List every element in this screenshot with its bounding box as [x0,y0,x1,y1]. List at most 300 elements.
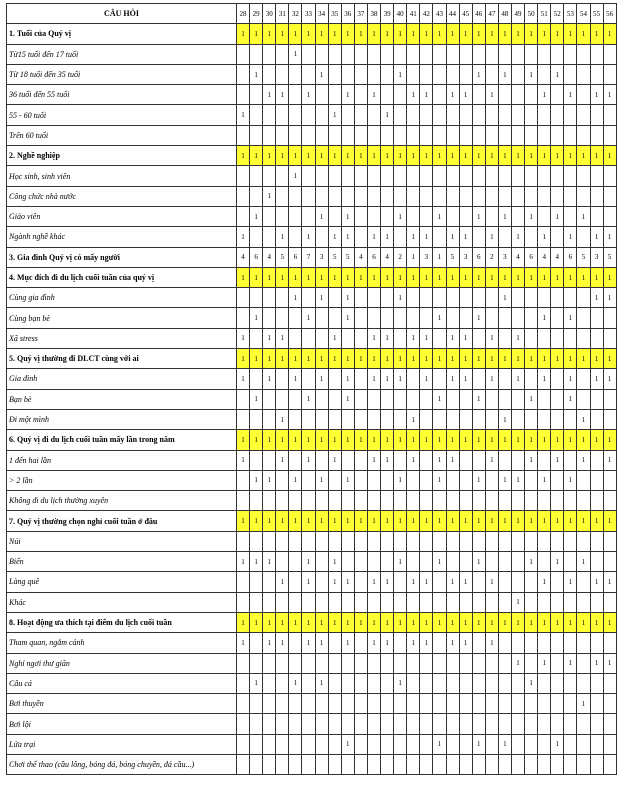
table-cell: 1 [551,64,564,84]
table-cell [354,531,367,551]
table-cell [354,491,367,511]
table-cell [263,288,276,308]
table-cell: 1 [498,267,511,287]
table-cell: 1 [394,470,407,490]
table-cell [577,633,590,653]
table-cell [459,491,472,511]
table-cell: 7 [302,247,315,267]
column-header: 35 [328,4,341,24]
row-label: 1. Tuổi của Quý vị [7,24,237,44]
option-row [7,470,617,490]
table-cell [577,105,590,125]
table-cell: 1 [315,349,328,369]
table-cell: 1 [459,633,472,653]
table-cell [511,531,524,551]
table-cell [590,592,603,612]
table-cell [381,44,394,64]
table-cell [315,166,328,186]
table-cell: 1 [485,369,498,389]
table-cell: 1 [302,511,315,531]
table-cell [577,572,590,592]
table-cell [367,64,380,84]
row-label: Giáo viên [7,206,237,226]
table-cell: 1 [407,633,420,653]
table-cell: 4 [381,247,394,267]
table-cell: 1 [381,105,394,125]
table-cell: 1 [577,430,590,450]
table-cell [289,572,302,592]
table-cell [603,389,616,409]
table-cell: 1 [237,146,250,166]
option-row [7,754,617,774]
table-cell: 1 [551,552,564,572]
option-row [7,125,617,145]
table-cell: 1 [341,511,354,531]
table-cell: 1 [538,24,551,44]
table-cell [433,531,446,551]
table-cell [276,653,289,673]
table-cell: 1 [381,430,394,450]
table-cell [498,166,511,186]
table-cell: 1 [459,612,472,632]
table-cell: 1 [394,267,407,287]
table-cell: 1 [263,511,276,531]
table-cell: 1 [433,470,446,490]
table-cell: 1 [603,24,616,44]
table-cell [433,653,446,673]
column-header: 43 [433,4,446,24]
table-cell [394,653,407,673]
table-cell [446,694,459,714]
table-cell [420,673,433,693]
option-row [7,531,617,551]
table-cell: 1 [538,369,551,389]
table-cell: 1 [603,267,616,287]
table-cell: 1 [328,511,341,531]
table-cell [577,288,590,308]
table-cell: 1 [263,430,276,450]
table-cell [354,653,367,673]
table-cell [603,328,616,348]
table-cell [511,85,524,105]
table-cell: 1 [498,734,511,754]
table-cell: 1 [394,64,407,84]
table-cell [472,491,485,511]
table-cell [485,552,498,572]
option-row [7,450,617,470]
table-cell [498,369,511,389]
table-cell: 1 [420,267,433,287]
table-cell: 1 [315,612,328,632]
table-cell [603,552,616,572]
table-cell: 1 [341,389,354,409]
table-cell: 1 [381,633,394,653]
table-cell [328,531,341,551]
table-cell [407,734,420,754]
table-cell [511,673,524,693]
table-cell [354,592,367,612]
table-cell [551,754,564,774]
table-cell [394,186,407,206]
table-cell: 1 [603,450,616,470]
table-cell [315,572,328,592]
table-cell [459,64,472,84]
table-cell: 1 [564,369,577,389]
table-cell: 1 [472,64,485,84]
table-cell [367,673,380,693]
table-cell: 1 [341,267,354,287]
table-cell [237,166,250,186]
table-cell [276,734,289,754]
table-cell: 1 [381,612,394,632]
table-cell [538,450,551,470]
row-label: Trên 60 tuổi [7,125,237,145]
table-cell [315,592,328,612]
table-cell: 1 [577,24,590,44]
table-cell [263,754,276,774]
table-cell [472,288,485,308]
row-label: 1 đến hai lần [7,450,237,470]
table-cell [420,105,433,125]
table-cell [263,308,276,328]
table-cell [381,389,394,409]
table-cell: 1 [263,349,276,369]
table-cell [472,85,485,105]
table-cell [354,409,367,429]
table-cell [603,531,616,551]
table-cell: 1 [381,146,394,166]
table-cell [446,44,459,64]
table-cell [433,85,446,105]
option-row [7,409,617,429]
table-cell [328,491,341,511]
table-cell [511,633,524,653]
table-cell [603,44,616,64]
table-cell [276,105,289,125]
table-cell [433,673,446,693]
row-label: 4. Mục đích đi du lịch cuối tuần của quý vị [7,267,237,287]
table-cell: 1 [328,328,341,348]
table-cell [472,714,485,734]
table-cell [446,592,459,612]
row-label: 55 - 60 tuổi [7,105,237,125]
table-cell: 1 [511,267,524,287]
table-cell: 1 [367,85,380,105]
table-cell: 1 [263,328,276,348]
table-cell: 1 [446,227,459,247]
table-cell [394,734,407,754]
column-header: 38 [367,4,380,24]
table-cell [485,592,498,612]
table-cell [564,105,577,125]
table-cell: 1 [590,288,603,308]
table-cell: 1 [577,146,590,166]
table-cell: 1 [407,409,420,429]
table-cell [237,206,250,226]
table-cell: 1 [381,572,394,592]
table-cell [485,308,498,328]
table-cell [459,450,472,470]
table-cell: 1 [459,267,472,287]
table-cell [315,389,328,409]
table-cell: 1 [577,511,590,531]
table-cell [551,44,564,64]
table-cell: 1 [367,430,380,450]
table-cell: 1 [590,369,603,389]
table-cell [590,409,603,429]
table-cell [564,186,577,206]
table-cell [354,369,367,389]
table-cell: 1 [511,612,524,632]
column-header: 45 [459,4,472,24]
table-cell [381,491,394,511]
table-cell [250,328,263,348]
table-cell: 1 [263,24,276,44]
table-cell [564,592,577,612]
table-cell [302,754,315,774]
table-cell [564,125,577,145]
table-cell: 1 [341,572,354,592]
table-cell: 1 [551,349,564,369]
table-cell [250,531,263,551]
table-cell [420,754,433,774]
table-cell: 1 [603,430,616,450]
table-cell [263,653,276,673]
table-cell [498,673,511,693]
row-label: Cùng bạn bè [7,308,237,328]
table-cell: 1 [538,267,551,287]
table-cell [328,754,341,774]
option-row [7,166,617,186]
table-cell: 1 [525,389,538,409]
table-cell: 1 [328,146,341,166]
table-cell [446,734,459,754]
table-cell: 1 [394,349,407,369]
table-cell [420,186,433,206]
row-label: Khác [7,592,237,612]
table-cell: 1 [485,146,498,166]
table-cell [328,653,341,673]
table-cell [551,409,564,429]
table-cell [472,450,485,470]
table-cell: 1 [498,349,511,369]
table-cell [276,125,289,145]
table-cell [237,734,250,754]
table-cell [394,328,407,348]
table-cell: 1 [394,673,407,693]
table-cell [433,714,446,734]
table-cell: 1 [603,653,616,673]
table-cell: 1 [564,24,577,44]
table-cell: 1 [433,267,446,287]
table-cell [498,552,511,572]
table-cell [420,64,433,84]
table-cell [381,531,394,551]
table-cell [367,491,380,511]
question-row [7,430,617,450]
table-cell [485,105,498,125]
question-row [7,247,617,267]
table-cell: 1 [289,267,302,287]
row-label: Chơi thể thao (cầu lông, bóng đá, bóng chuyền, đá cầu...) [7,754,237,774]
table-cell: 1 [341,227,354,247]
table-cell [551,470,564,490]
table-cell: 1 [590,267,603,287]
table-cell [407,754,420,774]
table-cell: 1 [263,369,276,389]
table-cell [237,64,250,84]
table-cell: 1 [433,24,446,44]
table-cell [407,653,420,673]
table-cell: 1 [367,612,380,632]
table-cell [328,673,341,693]
table-cell [564,734,577,754]
table-cell [367,186,380,206]
table-cell [250,491,263,511]
table-cell [485,64,498,84]
table-cell [433,694,446,714]
table-cell [603,734,616,754]
table-cell [446,491,459,511]
table-cell [498,389,511,409]
table-cell [433,44,446,64]
table-cell [381,734,394,754]
table-cell [525,653,538,673]
table-cell [498,714,511,734]
table-cell: 1 [459,572,472,592]
table-cell: 1 [433,450,446,470]
table-cell [525,186,538,206]
table-cell [590,673,603,693]
option-row [7,308,617,328]
column-header: 56 [603,4,616,24]
table-cell: 1 [459,146,472,166]
option-row [7,389,617,409]
table-cell: 1 [459,24,472,44]
row-label: Tham quan, ngắm cảnh [7,633,237,653]
table-cell: 1 [341,369,354,389]
table-cell [354,673,367,693]
table-cell [367,531,380,551]
table-cell [564,552,577,572]
table-cell [328,288,341,308]
table-cell [551,166,564,186]
table-cell: 4 [237,247,250,267]
table-cell [511,206,524,226]
table-cell: 1 [250,673,263,693]
table-cell [289,653,302,673]
table-cell [564,328,577,348]
table-cell [407,64,420,84]
table-cell: 1 [367,633,380,653]
table-cell: 1 [381,369,394,389]
table-cell [590,308,603,328]
table-cell [446,288,459,308]
option-row [7,734,617,754]
table-cell [525,125,538,145]
table-cell [250,186,263,206]
table-cell [472,754,485,774]
table-cell: 1 [511,470,524,490]
table-cell: 1 [289,288,302,308]
table-cell [420,694,433,714]
table-cell [459,531,472,551]
table-cell [446,308,459,328]
table-cell: 1 [485,612,498,632]
table-cell: 1 [237,450,250,470]
table-cell: 3 [459,247,472,267]
survey-table [6,3,617,775]
question-row [7,349,617,369]
table-cell [407,369,420,389]
table-cell: 1 [511,369,524,389]
table-cell [250,369,263,389]
table-cell [551,653,564,673]
table-cell [459,714,472,734]
table-cell: 1 [603,85,616,105]
table-cell [564,409,577,429]
table-cell: 1 [394,612,407,632]
row-label: Câu cá [7,673,237,693]
table-cell: 1 [472,389,485,409]
table-cell: 1 [263,85,276,105]
table-cell [538,633,551,653]
table-cell: 1 [354,267,367,287]
table-cell [289,450,302,470]
table-cell: 1 [551,612,564,632]
table-cell [551,328,564,348]
table-cell: 1 [525,64,538,84]
table-cell: 1 [302,572,315,592]
table-cell: 1 [551,430,564,450]
table-cell [525,328,538,348]
row-label: 6. Quý vị đi du lịch cuối tuần mấy lần trong năm [7,430,237,450]
table-cell [433,328,446,348]
table-cell [263,694,276,714]
table-cell: 1 [564,267,577,287]
table-cell: 6 [367,247,380,267]
table-cell [237,308,250,328]
row-label: Lửa trại [7,734,237,754]
table-cell [237,592,250,612]
table-cell: 1 [472,511,485,531]
table-cell [420,653,433,673]
table-cell [328,64,341,84]
table-cell [354,633,367,653]
table-cell: 1 [263,612,276,632]
table-cell [394,105,407,125]
table-cell: 1 [511,24,524,44]
table-cell: 1 [315,206,328,226]
table-cell [354,166,367,186]
table-cell [302,125,315,145]
table-cell: 1 [289,369,302,389]
table-cell: 1 [420,85,433,105]
table-cell: 1 [551,146,564,166]
table-cell: 1 [485,450,498,470]
table-cell [538,734,551,754]
column-header: 54 [577,4,590,24]
option-row [7,44,617,64]
table-cell: 1 [603,146,616,166]
table-cell: 1 [603,349,616,369]
table-cell [315,714,328,734]
table-cell [315,734,328,754]
table-cell: 1 [237,349,250,369]
table-cell [381,409,394,429]
table-cell: 1 [446,24,459,44]
table-cell [328,389,341,409]
